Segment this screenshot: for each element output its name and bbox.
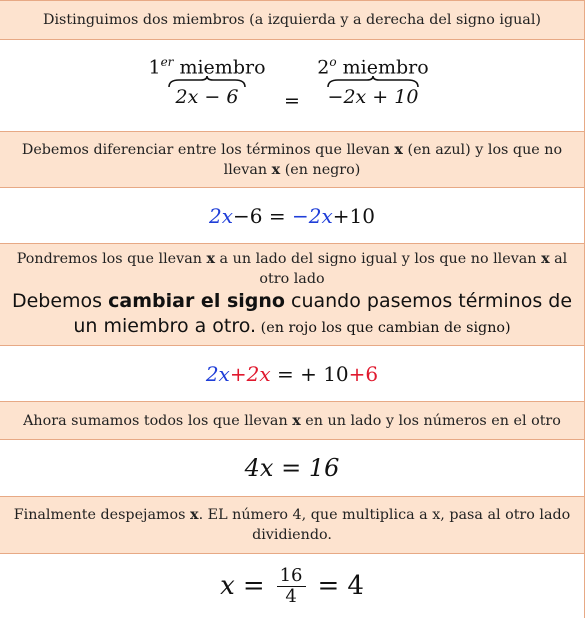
equation-colored [0, 188, 584, 244]
equation-solution-expression: x = $\frac{16}{4}$ = 4 [220, 564, 364, 607]
members-row [0, 40, 584, 132]
step-note-3-text: Pondremos los que llevan x a un lado del signo igual y los que no llevan x al otro lado [16, 250, 568, 287]
first-member-expression: 2x − 6 [175, 85, 239, 108]
first-member [137, 55, 277, 108]
step-note-2 [0, 132, 584, 188]
step-note-4 [0, 402, 584, 440]
solution-fraction: $\frac{16}{4}$ [277, 566, 306, 607]
first-member-label: 1er miembro [148, 54, 266, 78]
step-note-3 [0, 244, 584, 346]
step-note-4-text: Ahora sumamos todos los que llevan x en un lado y los números en el otro [23, 412, 561, 429]
equation-sum [0, 440, 584, 497]
second-member [303, 55, 443, 108]
equation-solution [0, 554, 584, 618]
equation-transposed [0, 346, 584, 402]
equation-colored-expression: 2x−6 = −2x+10 [209, 203, 375, 228]
equation-transposed-expression: 2x+2x = + 10+6 [205, 361, 379, 386]
step-note-5-text: Finalmente despejamos x. EL número 4, que multiplica a x, pasa al otro lado dividiendo. [13, 507, 571, 543]
second-member-expression: −2x + 10 [327, 85, 419, 108]
members-equals: = [284, 89, 300, 112]
step-note-5 [0, 497, 584, 554]
step-note-1-text: Distinguimos dos miembros (a izquierda y a derecha del signo igual) [43, 12, 541, 28]
members-diagram [0, 41, 585, 131]
sign-change-rule: Debemos cambiar el signo cuando pasemos términos de un miembro a otro. (en rojo los que cambian de signo) [11, 289, 573, 337]
step-note-1 [0, 0, 584, 40]
step-note-2-text: Debemos diferenciar entre los términos que llevan x (en azul) y los que no llevan x (en negro) [21, 141, 563, 178]
equation-sum-expression: 4x = 16 [244, 454, 340, 482]
second-member-label: 2$^o$ miembro [317, 54, 429, 78]
